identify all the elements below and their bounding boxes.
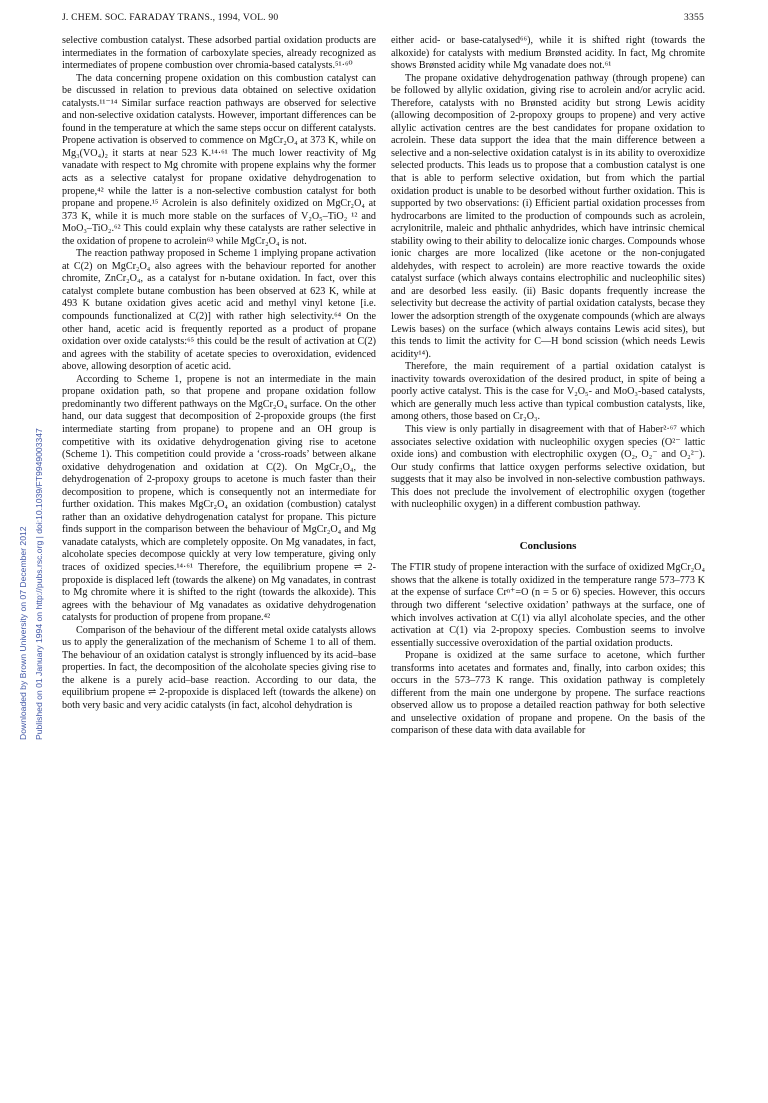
paragraph: selective combustion catalyst. These adsorbed partial oxidation products are intermediates in the formation of carboxylate species, already recognized as intermediates of propene combustion over chromia-based catalysts.⁵¹·⁶⁰ bbox=[62, 35, 376, 72]
conclusions-heading: Conclusions bbox=[519, 539, 577, 552]
paragraph: The propane oxidative dehydrogenation pathway (through propene) can be followed by allylic oxidation, giving rise to acrolein and/or acrylic acid. Therefore, catalysts with no Brønsted acidity but strong Lewis acidity (allowing decomposition of 2-propoxy groups to propene) and very active allylic activation centres are the best candidates for propane oxidation to acrolein. These data support the idea that the main difference between a selective and a non-selective oxidation catalyst is in its ability to overoxidize selected products. This leads us to propose that a combustion catalyst is one that is able to perform selective oxidation, but from which the partial oxidation product is unable to be desorbed without further oxidation. This is supported by two observations: (i) Efficient partial oxidation processes from hydrocarbons are limited to the production of compounds such as acrolein, acrylonitrile, maleic and phthalic anhydrides, which have intrinsic chemical stability owing to their ability to delocalize ionic charges. Compounds whose ionic charges are more localized (like acetone or the non-conjugated aldehydes, with respect to acrolein) are more reactive towards the oxide catalyst surface (which always contains electrophilic and nucleophilic sites) and are desorbed less easily. (ii) Basic dopants frequently increase the selectivity but decrease the activity of partial oxidation catalysts, becase they lower the adsorption strength of the oxygenate compounds (which are always Lewis bases) on the surface (which always contains Lewis acid sites), but this tends to limit the activity for C—H bond scission (which needs Lewis acidity¹⁴). bbox=[391, 72, 705, 360]
margin-notes bbox=[6, 120, 44, 740]
left-column bbox=[62, 35, 376, 713]
running-header bbox=[62, 12, 704, 26]
paragraph: Comparison of the behaviour of the different metal oxide catalysts allows us to apply the generalization of the mechanism of Scheme 1 to all of them. The behaviour of an oxidation catalyst is strongly influenced by its acid–base properties. In fact, the decomposition of the alcoholate species giving rise to the alkene is a purely acid–base reaction. According to our data, the equilibrium propene ⇌ 2-propoxide is displaced left (towards the alkene) on both very basic and very acidic catalysts (in fact, alcohol dehydration is bbox=[62, 624, 376, 711]
publication-note[interactable]: Published on 01 January 1994 on http://pubs.rsc.org | doi:10.1039/FT9949003347 bbox=[34, 428, 44, 740]
paragraph: The data concerning propene oxidation on this combustion catalyst can be discussed in relation to previous data obtained on selective oxidation catalysts.¹¹⁻¹⁴ Similar surface reaction pathways are observed for selective and non-selective oxidation catalysts. However, important differences can be found in the temperature at which the same steps occur on different catalysts. Propene activation is observed to commence on MgCr₂O₄ at 373 K, while on Mg₃(VO₄)₂ it starts at near 523 K.¹⁴·⁶¹ The much lower reactivity of Mg vanadate with respect to Mg chromite with propene explains why the former acts as a selective catalyst for propane oxidative dehydrogenation to propene,⁴² while the latter is a non-selective combustion catalyst for both propane and propene.¹⁵ Acrolein is also definitely oxidized on MgCr₂O₄ at 373 K, while it is much more stable on the surfaces of V₂O₅–TiO₂ ¹² and MoO₃–TiO₂.⁶² This could explain why these catalysts are rather selective in the oxidation of propene to acrolein⁶³ while MgCr₂O₄ is not. bbox=[62, 72, 376, 247]
paragraph: The FTIR study of propene interaction with the surface of oxidized MgCr₂O₄ shows that the alkene is totally oxidized in the temperature range 573–773 K at the expense of surface Crⁿ⁺=O (n = 5 or 6) species. However, this occurs through two different ‘selective oxidation’ pathways at the surface, one of which involves activation at C(1) via allyl alcoholate species, and the other activation at C(1) via 2-propoxy species. Combustion seems to involve essentially successive overoxidation of the partial oxidation products. bbox=[391, 562, 705, 649]
download-note[interactable]: Downloaded by Brown University on 07 December 2012 bbox=[18, 526, 28, 740]
right-column bbox=[391, 35, 705, 738]
paragraph: The reaction pathway proposed in Scheme 1 implying propane activation at C(2) on MgCr₂O₄ also agrees with the behaviour reported for another chromite, ZnCr₂O₄, as a catalyst for n-butane oxidation. In fact, over this catalyst complete butane combustion has been observed at 623 K, while at 493 K butane oxidation gives acetic acid and methyl vinyl ketone [i.e. compounds functionalized at C(2)] with rather high selectivity.⁶⁴ On the other hand, acetic acid is frequently reported as a product of propane oxidation over oxide catalysts:⁶⁵ this could be the result of activation at C(2) and agrees with the stability of acetate species to overoxidation, evidenced above, allowing desorption of acetic acid. bbox=[62, 248, 376, 373]
page-number: 3355 bbox=[684, 12, 704, 23]
paragraph: Therefore, the main requirement of a partial oxidation catalyst is inactivity towards overoxidation of the desired product, in spite of being a poorly active catalyst. This is the case for V₂O₅- and MoO₃-based catalysts, which are generally much less active than typical combustion catalysts, like, among others, those based on Cr₂O₃. bbox=[391, 361, 705, 423]
paragraph: This view is only partially in disagreement with that of Haber²·⁶⁷ which associates selective oxidation with nucleophilic oxygen species (O²⁻ lattic oxide ions) and combustion with electrophilic oxygen (O₂, O₂⁻ and O₂²⁻). Our study confirms that lattice oxygen performs selective oxidation, but suggests that it may also be involved in non-selective combustion pathways. This does not preclude the involvement of electrophilic oxygen (together with nucleophilic oxygen) in a different combustion pathway. bbox=[391, 423, 705, 511]
paragraph: Propane is oxidized at the same surface to acetone, which further transforms into acetates and formates and, finally, into carbon oxides; this occurs in the 573–773 K range. This oxidation pathway is completely different from the main one undergone by propene. The surface reactions observed allow us to propose a detailed reaction pathway for both selective and unselective oxidation of propane and propene. On the basis of the comparison of these data with data available for bbox=[391, 650, 705, 737]
paragraph: According to Scheme 1, propene is not an intermediate in the main propane oxidation path, so that propene and propane oxidation follow predominantly two different pathways on the MgCr₂O₄ surface. On the other hand, our data suggest that decomposition of 2-propoxide groups (the first intermediate starting from propane) to propene and an OH group is competitive with its oxidative dehydrogenation giving rise to acetone (Scheme 1). This competition could provide a ‘cross-roads’ between alkane oxidative dehydrogenation and oxidation at C(2). On MgCr₂O₄, the dehydrogenation of 2-propoxy groups to acetone is much faster than their decomposition to propene, which is consequently not an intermediate for further oxidation. This makes MgCr₂O₄ an oxidation (combustion) catalyst rather than an oxidative dehydrogenation catalyst for propane. This picture finds support in the comparison between the behaviour of MgCr₂O₄ and Mg vanadate catalysts, which are completely opposite. On Mg vanadates, in fact, alcoholate species decompose quickly at very low temperature, giving only traces of oxidized species.¹⁴·⁶¹ Therefore, the equilibrium propene ⇌ 2-propoxide is displaced left (towards the alkene) on Mg vanadates, in contrast to Mg chromite where it is shifted to the right (towards the alkoxide). This agrees with the behaviour of Mg vanadates as oxidative dehydrogenation catalysts for production of propene from propane.⁴² bbox=[62, 373, 376, 624]
paragraph: either acid- or base-catalysed⁶⁶), while it is shifted right (towards the alkoxide) for catalysts with medium Brønsted acidity. In fact, Mg chromite shows Brønsted acidity while Mg vanadate does not.⁶¹ bbox=[391, 35, 705, 72]
journal-citation: J. CHEM. SOC. FARADAY TRANS., 1994, VOL. 90 bbox=[62, 12, 279, 23]
